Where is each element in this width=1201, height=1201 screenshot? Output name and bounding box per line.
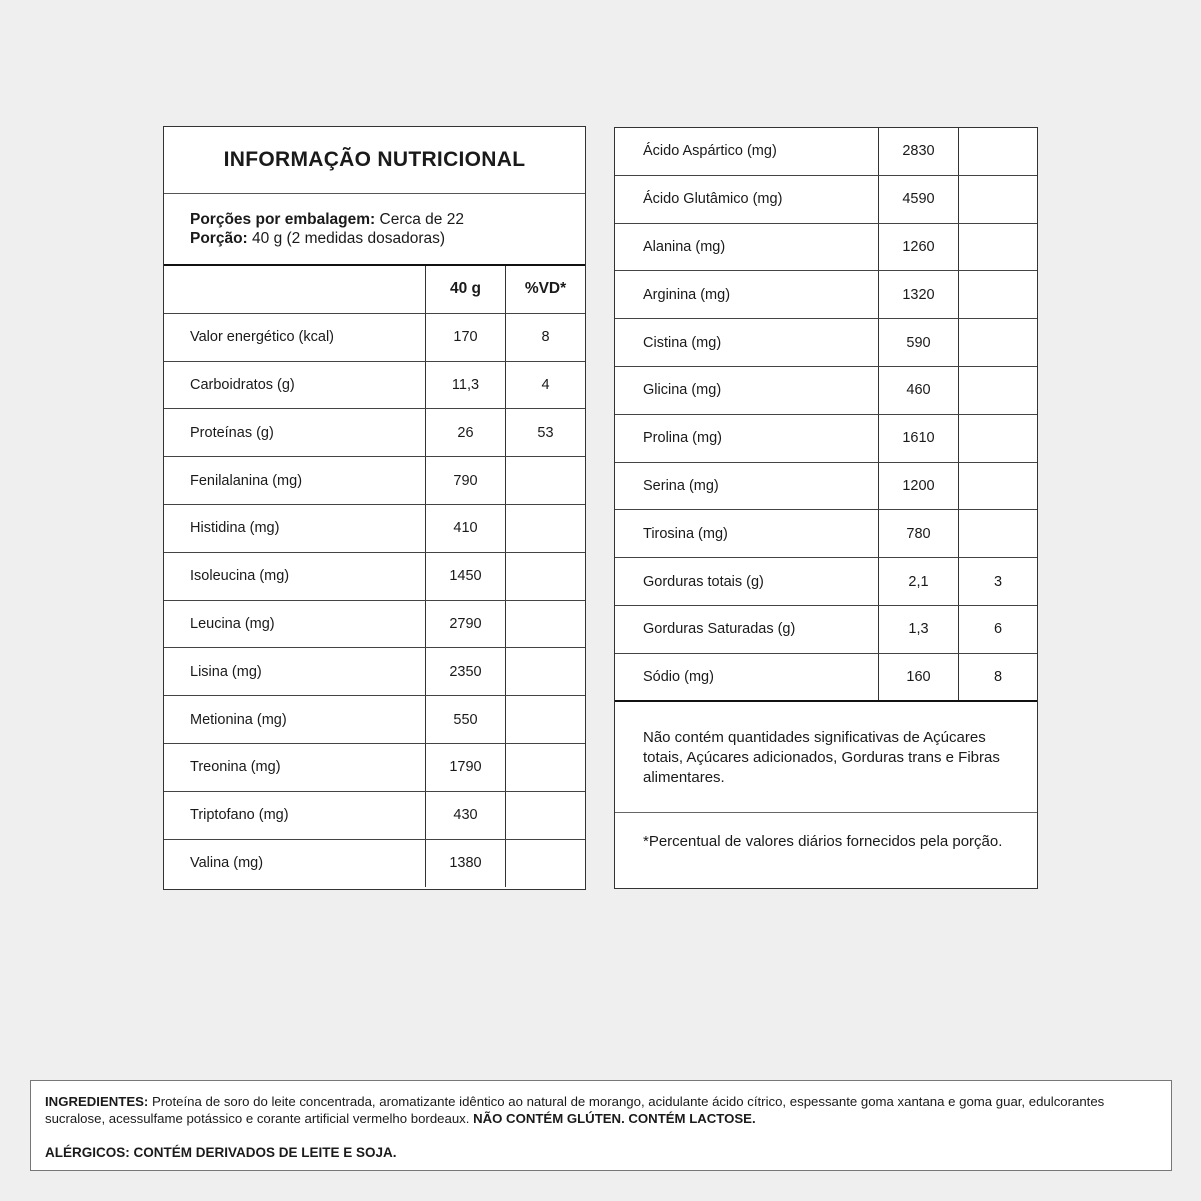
nutrient-amount: 1450 xyxy=(426,553,506,600)
servings-per-package: Porções por embalagem: Cerca de 22 xyxy=(190,211,464,228)
table-row xyxy=(615,319,1037,367)
nutrient-label: Glicina (mg) xyxy=(615,367,879,414)
nutrient-label: Triptofano (mg) xyxy=(164,792,426,839)
nutrient-amount: 1200 xyxy=(879,463,959,510)
nutrient-dv xyxy=(506,744,585,791)
table-row xyxy=(615,558,1037,606)
ingredients-box xyxy=(30,1080,1172,1171)
nutrient-amount: 2830 xyxy=(879,128,959,175)
nutrient-dv xyxy=(506,792,585,839)
nutrient-amount: 1,3 xyxy=(879,606,959,653)
nutrition-table-right xyxy=(614,127,1038,889)
nutrient-label: Alanina (mg) xyxy=(615,224,879,271)
nutrient-label: Tirosina (mg) xyxy=(615,510,879,557)
nutrient-dv: 6 xyxy=(993,621,1003,638)
table-row xyxy=(615,415,1037,463)
nutrient-label: Serina (mg) xyxy=(615,463,879,510)
table-row xyxy=(164,553,585,601)
nutrient-label: Gorduras totais (g) xyxy=(615,558,879,605)
nutrient-label: Metionina (mg) xyxy=(164,696,426,743)
serving-info xyxy=(164,194,585,266)
nutrient-label: Fenilalanina (mg) xyxy=(164,457,426,504)
not-significant-note: Não contém quantidades significativas de Açúcares totais, Açúcares adicionados, Gorduras trans e Fibras alimentares. xyxy=(615,702,1037,813)
table-row xyxy=(615,654,1037,702)
table-row xyxy=(615,510,1037,558)
nutrient-label: Valor energético (kcal) xyxy=(164,314,426,361)
nutrient-label: Arginina (mg) xyxy=(615,271,879,318)
nutrient-amount: 170 xyxy=(426,314,506,361)
table-row xyxy=(164,314,585,362)
nutrient-amount: 1260 xyxy=(879,224,959,271)
table-row xyxy=(164,648,585,696)
nutrient-dv xyxy=(959,367,1037,414)
table-row xyxy=(164,409,585,457)
table-row xyxy=(615,271,1037,319)
table-row xyxy=(164,792,585,840)
nutrient-dv xyxy=(506,457,585,504)
nutrient-dv: 53 xyxy=(537,424,554,441)
nutrient-dv xyxy=(959,463,1037,510)
nutrient-amount: 1610 xyxy=(879,415,959,462)
table-row xyxy=(164,840,585,888)
nutrient-label: Proteínas (g) xyxy=(164,409,426,456)
nutrient-dv xyxy=(506,553,585,600)
nutrient-label: Isoleucina (mg) xyxy=(164,553,426,600)
nutrient-dv: 8 xyxy=(993,668,1003,685)
dv-footnote: *Percentual de valores diários fornecidos pela porção. xyxy=(643,832,1003,850)
nutrient-label: Carboidratos (g) xyxy=(164,362,426,409)
nutrient-dv: 8 xyxy=(541,329,550,346)
nutrient-amount: 2790 xyxy=(426,601,506,648)
nutrient-amount: 26 xyxy=(426,409,506,456)
nutrient-dv xyxy=(506,840,585,888)
table-row xyxy=(164,505,585,553)
table-row xyxy=(615,128,1037,176)
nutrient-label: Lisina (mg) xyxy=(164,648,426,695)
table-row xyxy=(615,224,1037,272)
nutrient-dv xyxy=(506,648,585,695)
nutrient-dv xyxy=(959,176,1037,223)
nutrient-amount: 410 xyxy=(426,505,506,552)
table-row xyxy=(164,457,585,505)
table-header-row xyxy=(164,266,585,314)
nutrient-dv xyxy=(959,128,1037,175)
portion-size: Porção: 40 g (2 medidas dosadoras) xyxy=(190,230,446,247)
table-row xyxy=(164,601,585,649)
nutrient-label: Sódio (mg) xyxy=(615,654,879,700)
table-row xyxy=(615,463,1037,511)
gluten-lactose-warning: NÃO CONTÉM GLÚTEN. CONTÉM LACTOSE. xyxy=(473,1111,756,1126)
nutrient-amount: 550 xyxy=(426,696,506,743)
nutrient-amount: 790 xyxy=(426,457,506,504)
nutrient-dv xyxy=(959,415,1037,462)
nutrient-dv xyxy=(959,319,1037,366)
nutrient-dv xyxy=(506,696,585,743)
nutrient-label: Treonina (mg) xyxy=(164,744,426,791)
nutrition-title: INFORMAÇÃO NUTRICIONAL xyxy=(164,127,585,194)
nutrient-amount: 780 xyxy=(879,510,959,557)
nutrient-dv xyxy=(506,505,585,552)
nutrient-amount: 1380 xyxy=(426,840,506,888)
nutrient-amount: 2,1 xyxy=(879,558,959,605)
ingredients-text: INGREDIENTES: Proteína de soro do leite concentrada, aromatizante idêntico ao natural de morango, acidulante ácido cítrico, espessante goma xantana e goma guar, edulcorantes sucralose, acessulfame potássico e corante artificial vermelho bordeaux. NÃO CONTÉM GLÚTEN. CONTÉM LACTOSE. xyxy=(45,1094,1105,1126)
nutrient-label: Histidina (mg) xyxy=(164,505,426,552)
header-dv: %VD* xyxy=(524,280,567,298)
nutrition-table-left xyxy=(163,126,586,890)
header-amount: 40 g xyxy=(426,266,506,313)
nutrient-label: Gorduras Saturadas (g) xyxy=(615,606,879,653)
table-row xyxy=(164,744,585,792)
nutrient-label: Ácido Glutâmico (mg) xyxy=(615,176,879,223)
table-row xyxy=(615,176,1037,224)
table-row xyxy=(164,362,585,410)
allergens-text: ALÉRGICOS: CONTÉM DERIVADOS DE LEITE E SOJA. xyxy=(45,1145,397,1160)
nutrient-label: Ácido Aspártico (mg) xyxy=(615,128,879,175)
nutrient-amount: 160 xyxy=(879,654,959,700)
nutrient-dv xyxy=(959,224,1037,271)
nutrient-dv xyxy=(959,510,1037,557)
nutrient-amount: 1320 xyxy=(879,271,959,318)
nutrient-dv: 4 xyxy=(541,376,550,393)
nutrient-label: Cistina (mg) xyxy=(615,319,879,366)
nutrient-dv xyxy=(959,271,1037,318)
nutrient-amount: 430 xyxy=(426,792,506,839)
table-row xyxy=(615,606,1037,654)
nutrient-label: Prolina (mg) xyxy=(615,415,879,462)
nutrient-amount: 11,3 xyxy=(426,362,506,409)
nutrient-amount: 2350 xyxy=(426,648,506,695)
nutrient-label: Valina (mg) xyxy=(164,840,426,888)
nutrient-dv: 3 xyxy=(993,573,1003,590)
table-row xyxy=(615,367,1037,415)
nutrient-amount: 590 xyxy=(879,319,959,366)
nutrient-amount: 460 xyxy=(879,367,959,414)
nutrient-amount: 1790 xyxy=(426,744,506,791)
nutrient-label: Leucina (mg) xyxy=(164,601,426,648)
header-label xyxy=(164,266,426,313)
nutrient-amount: 4590 xyxy=(879,176,959,223)
table-row xyxy=(164,696,585,744)
nutrient-dv xyxy=(506,601,585,648)
